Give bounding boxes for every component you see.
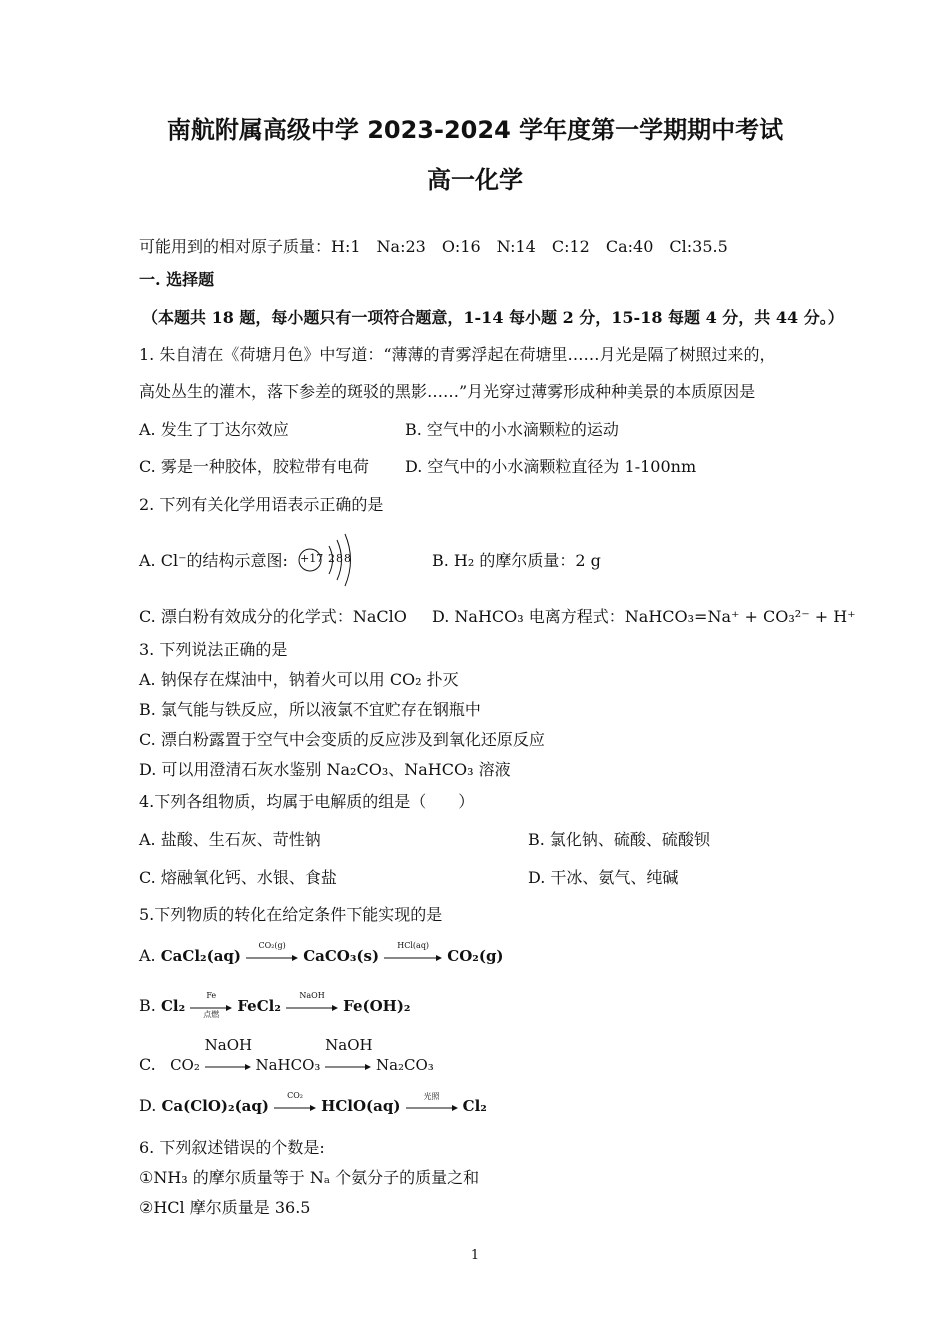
nucleus-charge: +17 — [300, 552, 324, 565]
q5-c-species-3: Na₂CO₃ — [375, 1056, 434, 1074]
q5-b-label: B. — [139, 996, 156, 1015]
q4-stem: 4.下列各组物质，均属于电解质的组是（ ） — [139, 792, 475, 811]
q6-item-2: ②HCl 摩尔质量是 36.5 — [139, 1198, 311, 1217]
q5-option-d — [139, 1090, 487, 1117]
q5-a-species-1: CaCl₂(aq) — [160, 947, 242, 965]
exam-title: 南航附属高级中学 2023-2024 学年度第一学期期中考试 — [166, 116, 784, 144]
q5-c-arrow-1 — [204, 1036, 253, 1076]
q2-option-b: B. H₂ 的摩尔质量：2 g — [432, 551, 601, 570]
chlorine-ion-structure-diagram — [296, 530, 366, 590]
q5-b-condition-1-below: 点燃 — [203, 1009, 220, 1019]
q4-option-c: C. 熔融氧化钙、水银、食盐 — [139, 868, 337, 887]
q5-b-species-3: Fe(OH)₂ — [343, 997, 411, 1015]
q5-a-species-3: CO₂(g) — [447, 947, 504, 965]
q2-option-d: D. NaHCO₃ 电离方程式：NaHCO₃=Na⁺ + CO₃²⁻ + H⁺ — [432, 607, 856, 626]
q1-option-b: B. 空气中的小水滴颗粒的运动 — [405, 420, 619, 439]
q3-option-d: D. 可以用澄清石灰水鉴别 Na₂CO₃、NaHCO₃ 溶液 — [139, 760, 511, 779]
q5-a-label: A. — [139, 946, 156, 965]
atomic-masses: 可能用到的相对原子质量：H:1 Na:23 O:16 N:14 C:12 Ca:40 Cl:35.5 — [139, 237, 728, 256]
q2-stem: 2. 下列有关化学用语表示正确的是 — [139, 495, 384, 514]
q5-b-condition-2: NaOH — [299, 990, 325, 1000]
q4-option-b: B. 氯化钠、硫酸、硫酸钡 — [528, 830, 710, 849]
q4-option-d: D. 干冰、氨气、纯碱 — [528, 868, 679, 887]
q5-d-arrow-2 — [406, 1091, 458, 1117]
q5-option-c — [139, 1036, 434, 1076]
q5-b-species-2: FeCl₂ — [237, 997, 281, 1015]
q1-stem-line2: 高处丛生的灌木，落下参差的斑驳的黑影……”月光穿过薄雾形成种种美景的本质原因是 — [139, 382, 756, 401]
q5-b-arrow-2 — [286, 990, 338, 1017]
exam-subtitle: 高一化学 — [427, 166, 523, 194]
q5-c-label: C. — [139, 1055, 156, 1074]
q5-d-condition-1: CO₂ — [287, 1090, 303, 1100]
section-heading: 一. 选择题 — [139, 270, 215, 289]
q3-option-c: C. 漂白粉露置于空气中会变质的反应涉及到氧化还原反应 — [139, 730, 545, 749]
q5-stem: 5.下列物质的转化在给定条件下能实现的是 — [139, 905, 443, 924]
q2-option-a-label: A. Cl⁻的结构示意图: — [139, 551, 288, 570]
q5-c-condition-1: NaOH — [204, 1036, 253, 1054]
q5-option-b — [139, 990, 411, 1019]
q5-a-condition-1: CO₂(g) — [258, 940, 286, 950]
q5-d-label: D. — [139, 1096, 157, 1115]
q3-option-a: A. 钠保存在煤油中，钠着火可以用 CO₂ 扑灭 — [139, 670, 459, 689]
section-instructions: （本题共 18 题，每小题只有一项符合题意，1-14 每小题 2 分，15-18 每题 4 分，共 44 分。） — [142, 308, 844, 327]
shell-1-electrons: 2 — [328, 552, 335, 565]
q5-c-arrow-2 — [325, 1036, 373, 1076]
q5-a-condition-2: HCl(aq) — [397, 940, 430, 950]
q5-a-arrow-2 — [384, 940, 442, 967]
q5-b-species-1: Cl₂ — [160, 997, 186, 1015]
q5-a-species-2: CaCO₃(s) — [303, 947, 380, 965]
q1-option-c: C. 雾是一种胶体，胶粒带有电荷 — [139, 457, 369, 476]
page-number: 1 — [470, 1248, 480, 1263]
q5-option-a — [139, 940, 504, 967]
q5-d-species-3: Cl₂ — [462, 1097, 487, 1115]
q1-option-d: D. 空气中的小水滴颗粒直径为 1-100nm — [405, 457, 697, 476]
q5-c-species-2: NaHCO₃ — [255, 1056, 321, 1074]
q5-b-condition-1: Fe — [206, 990, 217, 1000]
q1-stem-line1: 1. 朱自清在《荷塘月色》中写道：“薄薄的青雾浮起在荷塘里……月光是隔了树照过来的， — [139, 345, 776, 364]
q4-option-a: A. 盐酸、生石灰、苛性钠 — [139, 830, 321, 849]
q6-stem: 6. 下列叙述错误的个数是: — [139, 1138, 325, 1157]
q5-d-arrow-1 — [274, 1090, 316, 1117]
q5-d-species-2: HClO(aq) — [321, 1097, 401, 1115]
q6-item-1: ①NH₃ 的摩尔质量等于 Nₐ 个氨分子的质量之和 — [139, 1168, 480, 1187]
shell-3-electrons: 8 — [344, 552, 351, 565]
q1-option-a: A. 发生了丁达尔效应 — [139, 420, 289, 439]
q5-c-species-1: CO₂ — [170, 1056, 200, 1074]
shell-2-electrons: 8 — [336, 552, 343, 565]
q5-d-condition-2: 光照 — [423, 1091, 440, 1101]
q5-c-condition-2: NaOH — [325, 1036, 373, 1054]
q3-option-b: B. 氯气能与铁反应，所以液氯不宜贮存在钢瓶中 — [139, 700, 481, 719]
q5-b-arrow-1 — [190, 990, 232, 1019]
q5-a-arrow-1 — [246, 940, 298, 967]
q2-option-c: C. 漂白粉有效成分的化学式：NaClO — [139, 607, 407, 626]
q5-d-species-1: Ca(ClO)₂(aq) — [161, 1097, 269, 1115]
q3-stem: 3. 下列说法正确的是 — [139, 640, 288, 659]
